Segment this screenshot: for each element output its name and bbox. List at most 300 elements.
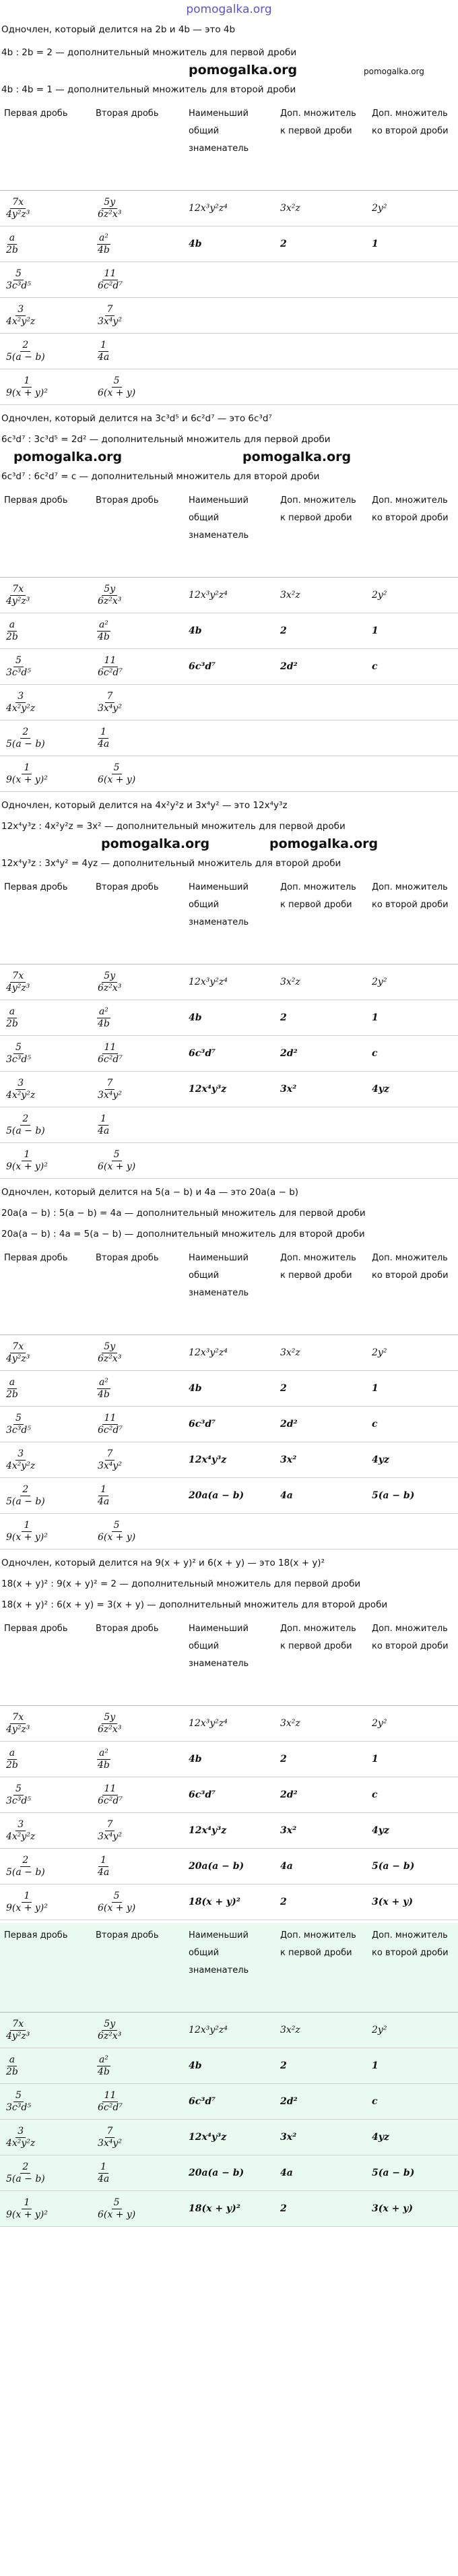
denominator: 4y²z³ — [6, 595, 30, 607]
watermark: pomogalka.org — [101, 836, 210, 851]
lcd-cell: 4b — [185, 1742, 276, 1777]
header-multiplier-1: Доп. множитель к первой дроби — [276, 1923, 368, 2013]
denominator: 5(a − b) — [6, 2173, 45, 2184]
numerator: a² — [97, 1377, 110, 1389]
table-row — [0, 2191, 458, 2227]
denominator: 4x²y²z — [6, 1460, 36, 1471]
denominator: 3x⁴y² — [98, 702, 122, 714]
numerator: 5y — [102, 197, 117, 209]
table-row — [0, 2013, 458, 2048]
fraction — [96, 762, 137, 786]
multiplier-1-cell: 3x²z — [276, 191, 368, 226]
fraction-table-5 — [0, 1616, 458, 1920]
table-header-row — [0, 1246, 458, 1335]
fraction — [4, 584, 32, 607]
fraction — [4, 340, 47, 363]
multiplier-2-cell: 5(a − b) — [368, 1478, 458, 1514]
denominator: 4a — [98, 738, 110, 749]
fraction — [4, 1891, 50, 1914]
denominator: 2b — [6, 244, 18, 255]
table-row — [0, 226, 458, 262]
watermark: pomogalka.org — [242, 450, 352, 464]
numerator: 11 — [102, 2090, 119, 2102]
denominator: 4y²z³ — [6, 1723, 30, 1735]
multiplier-1-cell: 2 — [276, 1371, 368, 1407]
table-row — [0, 2084, 458, 2120]
denominator: 6(x + y) — [98, 1902, 136, 1913]
denominator: 6c²d⁷ — [98, 1424, 123, 1436]
denominator: 4y²z³ — [6, 1353, 30, 1364]
numerator: a — [7, 1748, 17, 1760]
denominator: 9(x + y)² — [6, 774, 48, 785]
numerator: 3 — [15, 304, 26, 316]
denominator: 3c³d⁵ — [6, 667, 31, 678]
fraction — [4, 691, 37, 714]
multiplier-2-cell: c — [368, 1777, 458, 1813]
numerator: 1 — [98, 1484, 108, 1496]
table-row — [0, 1884, 458, 1920]
fraction — [4, 2197, 50, 2221]
fraction — [96, 1484, 111, 1508]
fraction — [96, 1113, 111, 1137]
numerator: 1 — [22, 1520, 32, 1532]
header-second-fraction: Вторая дробь — [92, 1923, 185, 2013]
fraction — [96, 1413, 125, 1436]
watermark: pomogalka.org — [189, 63, 298, 78]
paragraph — [0, 1552, 458, 1573]
fraction — [4, 1819, 37, 1843]
top-bar — [0, 0, 458, 19]
text-line: 4b : 4b = 1 — дополнительный множитель для второй дроби — [1, 84, 296, 95]
header-multiplier-2: Доп. множитель ко второй дроби — [368, 1923, 458, 2013]
numerator: 5 — [112, 1891, 122, 1903]
table-row — [0, 756, 458, 792]
numerator: 1 — [22, 2197, 32, 2209]
numerator: 1 — [98, 727, 108, 739]
fraction — [4, 1149, 50, 1173]
lcd-cell: 6c³d⁷ — [185, 2084, 276, 2120]
table-row — [0, 1000, 458, 1036]
numerator: 1 — [98, 1855, 108, 1867]
multiplier-2-cell: c — [368, 2084, 458, 2120]
multiplier-1-cell: 2 — [276, 1000, 368, 1036]
text-line: Одночлен, который делится на 3c³d⁵ и 6c²d⁷ — это 6c³d⁷ — [1, 413, 272, 424]
watermark: pomogalka.org — [364, 67, 424, 76]
numerator: 11 — [102, 1042, 119, 1054]
table-header-row — [0, 1923, 458, 2013]
denominator: 5(a − b) — [6, 351, 45, 363]
text-line: 20a(a − b) : 4a = 5(a − b) — дополнительный множитель для второй дроби — [1, 1229, 365, 1239]
table-row — [0, 1478, 458, 1514]
numerator: 5 — [112, 762, 122, 774]
fraction — [96, 2126, 124, 2149]
numerator: 7 — [105, 1078, 115, 1090]
fraction — [4, 2090, 33, 2114]
numerator: 2 — [20, 1113, 30, 1126]
table-header-row — [0, 875, 458, 964]
table-row — [0, 298, 458, 334]
fraction — [4, 619, 20, 643]
table-row — [0, 1442, 458, 1478]
header-second-fraction: Вторая дробь — [92, 1246, 185, 1335]
multiplier-2-cell: 2y² — [368, 1335, 458, 1371]
fraction — [4, 1748, 20, 1771]
fraction-table-final — [0, 1923, 458, 2227]
multiplier-1-cell: 3x²z — [276, 1706, 368, 1742]
fraction — [4, 1448, 37, 1472]
denominator: 6z²x³ — [98, 2030, 122, 2042]
fraction — [96, 268, 125, 292]
multiplier-1-cell: 3x² — [276, 2120, 368, 2155]
lcd-cell: 20a(a − b) — [185, 1478, 276, 1514]
fraction — [4, 1377, 20, 1401]
multiplier-2-cell: 1 — [368, 1742, 458, 1777]
numerator: 7x — [10, 584, 26, 596]
multiplier-2-cell: 1 — [368, 613, 458, 649]
text-line: 12x⁴y³z : 4x²y²z = 3x² — дополнительный множитель для первой дроби — [1, 821, 346, 832]
lcd-cell: 4b — [185, 2048, 276, 2084]
fraction-table-3 — [0, 875, 458, 1179]
paragraph — [0, 816, 458, 836]
numerator: 7x — [10, 197, 26, 209]
lcd-cell: 4b — [185, 1371, 276, 1407]
multiplier-1-cell: 3x² — [276, 1072, 368, 1107]
denominator: 3x⁴y² — [98, 1831, 122, 1842]
numerator: 1 — [22, 1891, 32, 1903]
lcd-cell: 12x³y²z⁴ — [185, 964, 276, 1000]
denominator: 4b — [98, 2066, 110, 2077]
numerator: a — [7, 1377, 17, 1389]
numerator: 1 — [98, 1113, 108, 1126]
fraction — [96, 1042, 125, 1066]
header-lcd: Наименьший общий знаменатель — [185, 1923, 276, 2013]
site-logo[interactable]: pomogalka.org — [186, 3, 272, 16]
numerator: a — [7, 1006, 17, 1018]
lcd-cell: 12x³y²z⁴ — [185, 191, 276, 226]
fraction — [4, 2054, 20, 2078]
denominator: 3c³d⁵ — [6, 2102, 31, 2113]
numerator: a — [7, 233, 17, 245]
numerator: 5y — [102, 1712, 117, 1724]
denominator: 4x²y²z — [6, 702, 36, 714]
numerator: 5y — [102, 2019, 117, 2031]
denominator: 6(x + y) — [98, 1531, 136, 1543]
denominator: 4a — [98, 1496, 110, 1507]
numerator: a — [7, 619, 17, 632]
numerator: 3 — [15, 2126, 26, 2138]
numerator: 5 — [112, 2197, 122, 2209]
lcd-cell: 18(x + y)² — [185, 2191, 276, 2227]
fraction — [96, 1149, 137, 1173]
table-row — [0, 369, 458, 405]
fraction — [4, 375, 50, 399]
fraction — [4, 2019, 32, 2042]
text-line: 18(x + y)² : 6(x + y) = 3(x + y) — дополнительный множитель для второй дроби — [1, 1599, 388, 1610]
multiplier-2-cell: c — [368, 649, 458, 685]
table-row — [0, 1407, 458, 1442]
fraction — [4, 1078, 37, 1101]
fraction — [96, 1377, 112, 1401]
fraction — [96, 1520, 137, 1543]
header-multiplier-2: Доп. множитель ко второй дроби — [368, 488, 458, 578]
denominator: 6c²d⁷ — [98, 1053, 123, 1065]
table-row — [0, 964, 458, 1000]
text-line: 6c³d⁷ : 3c³d⁵ = 2d² — дополнительный множитель для первой дроби — [1, 434, 331, 445]
fraction — [96, 727, 111, 750]
header-multiplier-2: Доп. множитель ко второй дроби — [368, 875, 458, 964]
multiplier-1-cell: 2d² — [276, 649, 368, 685]
numerator: 2 — [20, 2161, 30, 2174]
numerator: 7 — [105, 691, 115, 703]
denominator: 4x²y²z — [6, 315, 36, 327]
denominator: 4y²z³ — [6, 208, 30, 220]
numerator: 7x — [10, 1712, 26, 1724]
fraction — [96, 1712, 123, 1736]
multiplier-2-cell: 3(x + y) — [368, 1884, 458, 1920]
fraction — [96, 1448, 124, 1472]
text-line: 20a(a − b) : 5(a − b) = 4a — дополнительный множитель для первой дроби — [1, 1208, 366, 1219]
denominator: 2b — [6, 1018, 18, 1029]
denominator: 4a — [98, 351, 110, 363]
fraction — [4, 971, 32, 994]
watermark-row — [0, 836, 458, 853]
multiplier-1-cell: 2 — [276, 613, 368, 649]
table-row — [0, 649, 458, 685]
numerator: 11 — [102, 1783, 119, 1796]
numerator: 3 — [15, 1078, 26, 1090]
table-row — [0, 1143, 458, 1179]
denominator: 5(a − b) — [6, 738, 45, 749]
lcd-cell: 6c³d⁷ — [185, 1036, 276, 1072]
fraction-table-2 — [0, 488, 458, 792]
text-line: Одночлен, который делится на 4x²y²z и 3x⁴y² — это 12x⁴y³z — [1, 800, 288, 811]
paragraph — [0, 42, 458, 63]
table-row — [0, 1371, 458, 1407]
numerator: 2 — [20, 1484, 30, 1496]
multiplier-1-cell: 2 — [276, 1884, 368, 1920]
lcd-cell: 12x³y²z⁴ — [185, 1335, 276, 1371]
table-header-row — [0, 488, 458, 578]
table-row — [0, 1036, 458, 1072]
header-second-fraction: Вторая дробь — [92, 488, 185, 578]
numerator: 11 — [102, 268, 119, 280]
numerator: 2 — [20, 1855, 30, 1867]
numerator: a² — [97, 1748, 110, 1760]
fraction — [4, 1042, 33, 1066]
lcd-cell: 6c³d⁷ — [185, 649, 276, 685]
header-multiplier-2: Доп. множитель ко второй дроби — [368, 101, 458, 191]
fraction — [4, 1341, 32, 1365]
denominator: 5(a − b) — [6, 1496, 45, 1507]
lcd-cell: 12x⁴y³z — [185, 1072, 276, 1107]
paragraph — [0, 79, 458, 100]
header-first-fraction: Первая дробь — [0, 101, 92, 191]
text-line: 4b : 2b = 2 — дополнительный множитель для первой дроби — [1, 47, 297, 58]
table-row — [0, 1813, 458, 1849]
paragraph — [0, 466, 458, 487]
multiplier-2-cell: 2y² — [368, 578, 458, 613]
denominator: 3c³d⁵ — [6, 1053, 31, 1065]
header-first-fraction: Первая дробь — [0, 1923, 92, 2013]
fraction — [4, 762, 50, 786]
denominator: 4a — [98, 2173, 110, 2184]
numerator: 7x — [10, 971, 26, 983]
numerator: 1 — [22, 375, 32, 388]
header-second-fraction: Вторая дробь — [92, 1616, 185, 1706]
numerator: a² — [97, 619, 110, 632]
table-row — [0, 720, 458, 756]
denominator: 6z²x³ — [98, 595, 122, 607]
denominator: 4y²z³ — [6, 982, 30, 993]
denominator: 6(x + y) — [98, 2209, 136, 2220]
denominator: 4b — [98, 1388, 110, 1400]
fraction — [96, 1783, 125, 1807]
multiplier-2-cell: 2y² — [368, 964, 458, 1000]
fraction — [96, 584, 123, 607]
table-row — [0, 1706, 458, 1742]
fraction — [4, 304, 37, 328]
text-line: Одночлен, который делится на 9(x + y)² и 6(x + y) — это 18(x + y)² — [1, 1558, 325, 1568]
lcd-cell: 6c³d⁷ — [185, 1407, 276, 1442]
denominator: 5(a − b) — [6, 1866, 45, 1878]
denominator: 3c³d⁵ — [6, 1795, 31, 1806]
multiplier-2-cell: 5(a − b) — [368, 2155, 458, 2191]
denominator: 5(a − b) — [6, 1125, 45, 1136]
text-line: Одночлен, который делится на 2b и 4b — это 4b — [1, 24, 236, 35]
denominator: 6z²x³ — [98, 982, 122, 993]
multiplier-1-cell: 2d² — [276, 1777, 368, 1813]
header-multiplier-1: Доп. множитель к первой дроби — [276, 488, 368, 578]
fraction — [96, 2197, 137, 2221]
fraction — [96, 2019, 123, 2042]
numerator: 1 — [22, 762, 32, 774]
multiplier-1-cell: 3x²z — [276, 578, 368, 613]
numerator: 1 — [98, 2161, 108, 2174]
multiplier-2-cell: 2y² — [368, 2013, 458, 2048]
header-multiplier-2: Доп. множитель ко второй дроби — [368, 1246, 458, 1335]
fraction — [4, 1855, 47, 1878]
denominator: 4y²z³ — [6, 2030, 30, 2042]
text-line: 6c³d⁷ : 6c²d⁷ = c — дополнительный множитель для второй дроби — [1, 471, 320, 482]
denominator: 6(x + y) — [98, 1161, 136, 1172]
paragraph — [0, 795, 458, 816]
fraction-table-1 — [0, 101, 458, 405]
denominator: 4b — [98, 1759, 110, 1771]
denominator: 3x⁴y² — [98, 2137, 122, 2149]
table-row — [0, 685, 458, 720]
multiplier-2-cell: 1 — [368, 2048, 458, 2084]
denominator: 4b — [98, 1018, 110, 1029]
denominator: 4x²y²z — [6, 2137, 36, 2149]
fraction — [96, 1891, 137, 1914]
multiplier-1-cell: 3x² — [276, 1442, 368, 1478]
fraction — [4, 1113, 47, 1137]
watermark-row — [0, 450, 458, 466]
fraction — [96, 971, 123, 994]
fraction — [4, 655, 33, 679]
watermark-row — [0, 63, 458, 79]
multiplier-1-cell: 4a — [276, 2155, 368, 2191]
fraction — [4, 1413, 33, 1436]
paragraph — [0, 429, 458, 450]
multiplier-1-cell: 3x²z — [276, 964, 368, 1000]
fraction — [4, 233, 20, 256]
denominator: 3c³d⁵ — [6, 280, 31, 291]
header-multiplier-1: Доп. множитель к первой дроби — [276, 101, 368, 191]
numerator: 7 — [105, 2126, 115, 2138]
multiplier-2-cell: c — [368, 1407, 458, 1442]
denominator: 4x²y²z — [6, 1831, 36, 1842]
lcd-cell: 12x³y²z⁴ — [185, 2013, 276, 2048]
header-lcd: Наименьший общий знаменатель — [185, 488, 276, 578]
text-line: 12x⁴y³z : 3x⁴y² = 4yz — дополнительный множитель для второй дроби — [1, 858, 341, 869]
numerator: 3 — [15, 691, 26, 703]
multiplier-1-cell: 3x² — [276, 1813, 368, 1849]
fraction — [4, 1484, 47, 1508]
numerator: 2 — [20, 727, 30, 739]
multiplier-1-cell: 2d² — [276, 2084, 368, 2120]
fraction — [96, 1748, 112, 1771]
multiplier-1-cell: 2 — [276, 226, 368, 262]
fraction — [96, 1341, 123, 1365]
table-row — [0, 1335, 458, 1371]
lcd-cell: 4b — [185, 613, 276, 649]
fraction — [4, 727, 47, 750]
denominator: 9(x + y)² — [6, 1531, 48, 1543]
watermark: pomogalka.org — [13, 450, 123, 464]
numerator: 7 — [105, 1819, 115, 1831]
numerator: 11 — [102, 655, 119, 667]
lcd-cell: 20a(a − b) — [185, 1849, 276, 1884]
fraction — [96, 2054, 112, 2078]
numerator: 5 — [13, 2090, 24, 2102]
numerator: 3 — [15, 1448, 26, 1461]
table-header-row — [0, 101, 458, 191]
numerator: 5 — [13, 1783, 24, 1796]
numerator: 7 — [105, 1448, 115, 1461]
numerator: a² — [97, 1006, 110, 1018]
multiplier-1-cell: 3x²z — [276, 1335, 368, 1371]
lcd-cell: 20a(a − b) — [185, 2155, 276, 2191]
multiplier-2-cell: 4yz — [368, 1442, 458, 1478]
denominator: 6(x + y) — [98, 774, 136, 785]
denominator: 6c²d⁷ — [98, 2102, 123, 2113]
lcd-cell: 18(x + y)² — [185, 1884, 276, 1920]
denominator: 9(x + y)² — [6, 387, 48, 398]
fraction — [96, 655, 125, 679]
multiplier-1-cell: 2 — [276, 2191, 368, 2227]
header-lcd: Наименьший общий знаменатель — [185, 875, 276, 964]
table-row — [0, 613, 458, 649]
table-row — [0, 2155, 458, 2191]
table-row — [0, 262, 458, 298]
numerator: 1 — [98, 340, 108, 352]
fraction — [96, 691, 124, 714]
denominator: 6c²d⁷ — [98, 1795, 123, 1806]
fraction — [96, 304, 124, 328]
multiplier-1-cell: 4a — [276, 1478, 368, 1514]
watermark: pomogalka.org — [269, 836, 379, 851]
multiplier-2-cell: 1 — [368, 1371, 458, 1407]
paragraph — [0, 1573, 458, 1594]
denominator: 2b — [6, 1759, 18, 1771]
denominator: 4a — [98, 1125, 110, 1136]
numerator: 7x — [10, 2019, 26, 2031]
lcd-cell: 12x³y²z⁴ — [185, 1706, 276, 1742]
denominator: 3c³d⁵ — [6, 1424, 31, 1436]
fraction — [96, 1855, 111, 1878]
denominator: 3x⁴y² — [98, 315, 122, 327]
